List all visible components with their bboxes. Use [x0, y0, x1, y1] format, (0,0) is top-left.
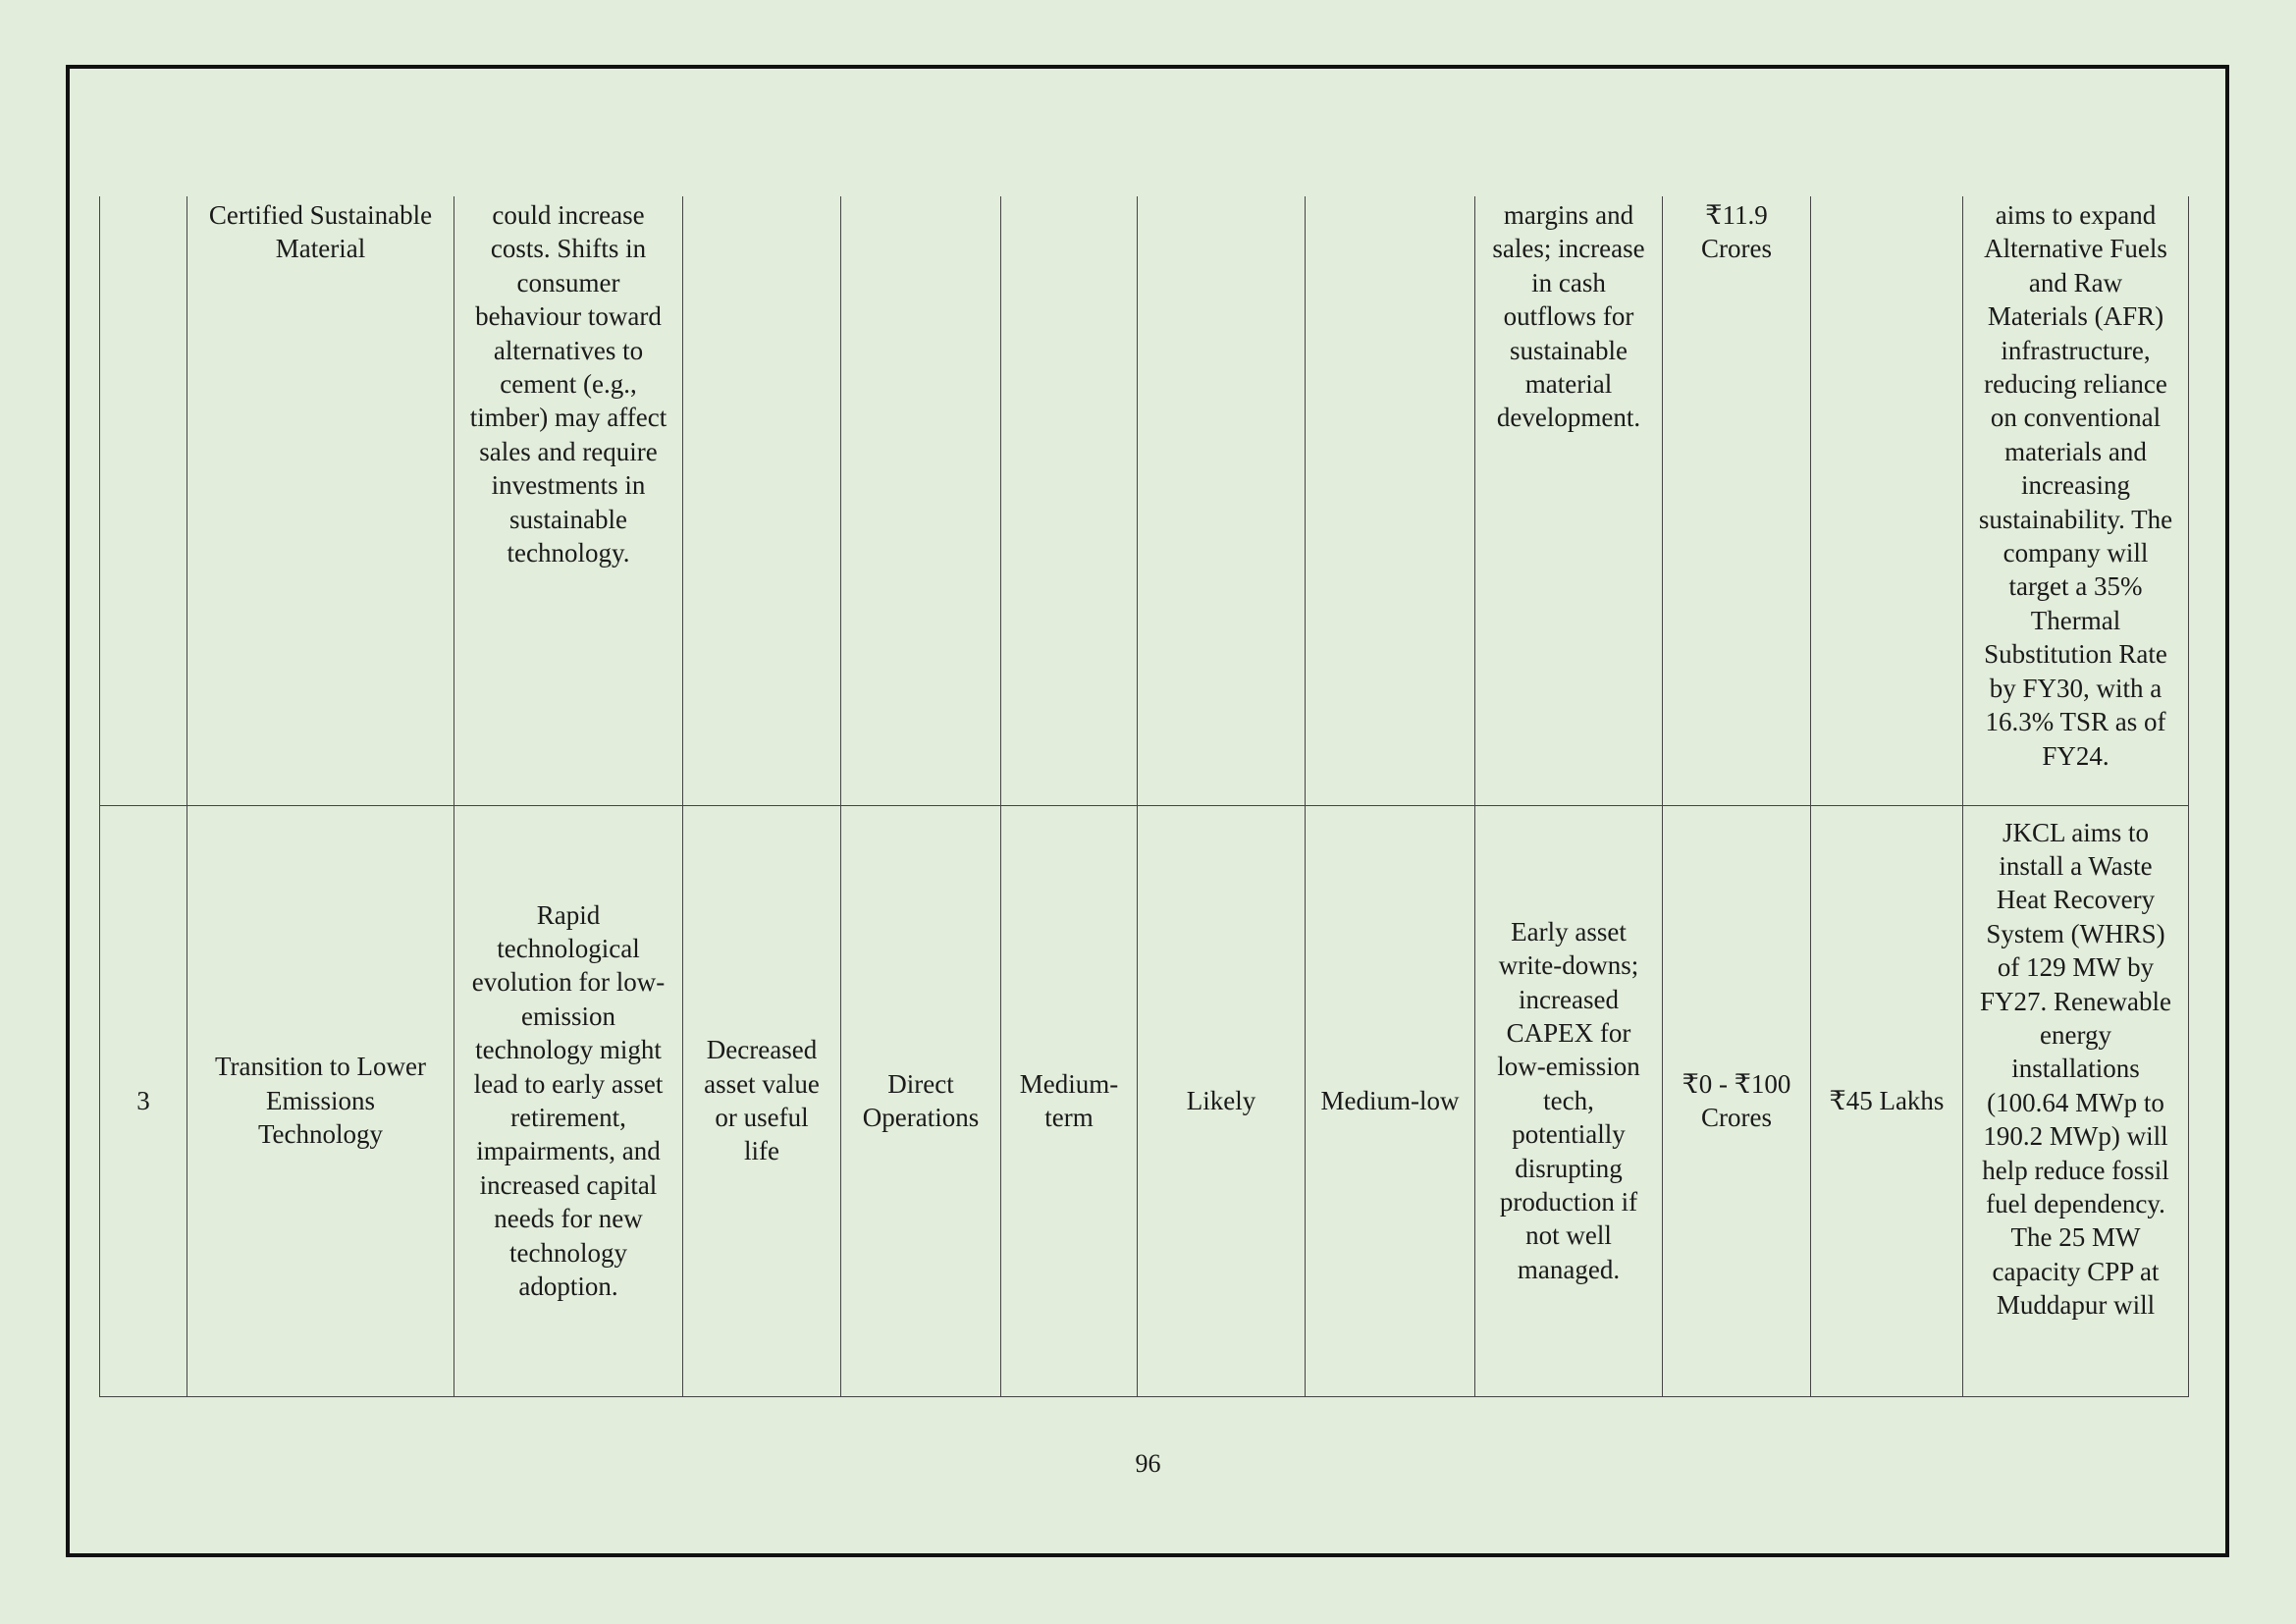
cell-risk-description: could increase costs. Shifts in consumer behaviour toward alternatives to cement (e.g., timber) may affect sales and require investments in sustainable technology.	[454, 196, 683, 805]
cell-likelihood: Likely	[1138, 805, 1306, 1396]
cell-financial-range: ₹11.9 Crores	[1663, 196, 1811, 805]
cell-financial-range: ₹0 - ₹100 Crores	[1663, 805, 1811, 1396]
cell-value-chain	[841, 196, 1001, 805]
table-row	[100, 805, 2189, 1396]
cell-cost: ₹45 Lakhs	[1811, 805, 1963, 1396]
cell-cost	[1811, 196, 1963, 805]
cell-risk-name: Transition to Lower Emissions Technology	[187, 805, 454, 1396]
page-number: 96	[1135, 1449, 1161, 1478]
cell-risk-name: Certified Sustainable Material	[187, 196, 454, 805]
cell-response: JKCL aims to install a Waste Heat Recovery System (WHRS) of 129 MW by FY27. Renewable energy installations (100.64 MWp to 190.2 MWp) will help reduce fossil fuel dependency. The 25 MW capacity CPP at Muddapur will	[1963, 805, 2189, 1396]
cell-risk-number	[100, 196, 187, 805]
cell-time-horizon: Medium-term	[1001, 805, 1138, 1396]
cell-time-horizon	[1001, 196, 1138, 805]
cell-value-chain: Direct Operations	[841, 805, 1001, 1396]
cell-impact	[683, 196, 841, 805]
cell-response: aims to expand Alternative Fuels and Raw Materials (AFR) infrastructure, reducing reliance on conventional materials and increasing sustainability. The company will target a 35% Thermal Substitution Rate by FY30, with a 16.3% TSR as of FY24.	[1963, 196, 2189, 805]
cell-financial-effect: margins and sales; increase in cash outflows for sustainable material development.	[1475, 196, 1663, 805]
cell-impact: Decreased asset value or useful life	[683, 805, 841, 1396]
cell-magnitude	[1306, 196, 1475, 805]
cell-risk-number: 3	[100, 805, 187, 1396]
cell-magnitude: Medium-low	[1306, 805, 1475, 1396]
cell-risk-description: Rapid technological evolution for low-emission technology might lead to early asset retirement, impairments, and increased capital needs for new technology adoption.	[454, 805, 683, 1396]
climate-risk-table	[99, 196, 2189, 1397]
cell-likelihood	[1138, 196, 1306, 805]
table-row	[100, 196, 2189, 805]
cell-financial-effect: Early asset write-downs; increased CAPEX for low-emission tech, potentially disrupting production if not well managed.	[1475, 805, 1663, 1396]
